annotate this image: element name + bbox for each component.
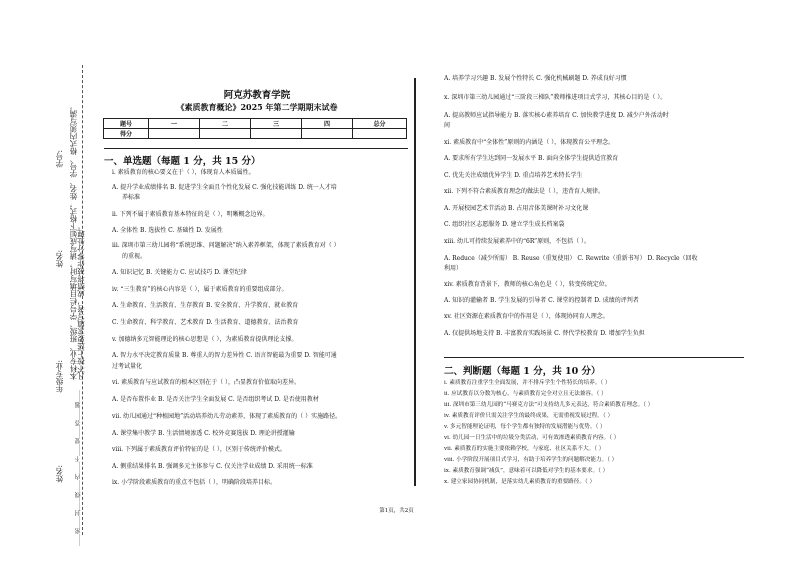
score-table-score-row xyxy=(104,129,407,139)
student-id-label: 学号: xyxy=(55,150,64,168)
question-line: C. 组织社区志愿服务 D. 建立学生成长档案袋 xyxy=(444,221,565,228)
score-cell: 四 xyxy=(302,119,353,129)
section2-heading: 二、判断题（每题 1 分，共 10 分） xyxy=(444,366,601,377)
question-line: A. 知识记忆 B. 关键能力 C. 应试技巧 D. 课堂纪律 xyxy=(112,269,247,276)
question-line: 过考试量化 xyxy=(112,363,143,370)
question-line: vi. 素质教育与应试教育的根本区别在于（ ），凸显教育价值取向差异。 xyxy=(112,379,301,386)
section1-heading: 一、单选题（每题 1 分，共 15 分） xyxy=(104,156,261,167)
question-line: i. 素质教育的核心要义在于（ ），体现育人本质属性。 xyxy=(112,169,255,176)
name-label: 姓名: xyxy=(55,250,64,268)
question-line: A. Reduce（减少所需） B. Reuse（重复使用） C. Rewrite（重新书写） D. Recycle（回收 xyxy=(444,255,698,262)
judgment-line: ii. 应试教育以分数为核心，与素质教育完全对立且无法兼容。（ ） xyxy=(444,391,607,397)
judgment-line: iv. 素质教育评价只需关注学生的最终成果，无需重视发展过程。（ ） xyxy=(444,413,614,419)
score-cell: 一 xyxy=(149,119,200,129)
score-table xyxy=(103,118,407,139)
score-table-header-row xyxy=(104,119,407,129)
question-line: iii. 深圳市第三幼儿园将“系统思维、问题解决”纳入素养框架，体现了素质教育对（ ） xyxy=(112,242,340,249)
exam-title: 《素质教育概论》2025 年第二学期期末试卷 xyxy=(176,102,338,112)
column-divider xyxy=(414,78,416,486)
question-line: ix. 小学阶段素质教育的重点不包括（ ），明确阶段培养目标。 xyxy=(112,479,277,486)
question-line: A. 培养学习兴趣 B. 发展个性特长 C. 强化机械刷题 D. 养成良好习惯 xyxy=(444,75,627,82)
question-line: A. 侧重结果排名 B. 强调多元主体参与 C. 仅关注学业成绩 D. 采用统一标准 xyxy=(112,463,313,470)
question-line: A. 是否布置作业 B. 是否关注学生全面发展 C. 是否组织考试 D. 是否使用教材 xyxy=(112,396,319,403)
judgment-line: vii. 素质教育的实施主要依赖学校，与家庭、社区关系不大。（ ） xyxy=(444,446,605,452)
question-line: A. 要求所有学生达到同一发展水平 B. 面向全体学生提供适宜教育 xyxy=(444,155,619,162)
question-line: A. 提升学业成绩排名 B. 促进学生全面且个性化发展 C. 强化技能训练 D. 统一人才培 xyxy=(112,184,337,191)
score-cell: 三 xyxy=(251,119,302,129)
question-line: ii. 下列不属于素质教育基本特征的是（ ），明晰概念边界。 xyxy=(112,211,269,218)
question-line: A. 课堂集中教学 B. 生活情境渗透 C. 校外竞赛选拔 D. 理论讲授灌输 xyxy=(112,430,295,437)
question-line: v. 加德纳多元智能理论的核心思想是（ ），为素质教育提供理论支撑。 xyxy=(112,336,298,343)
score-cell xyxy=(251,129,302,139)
question-line: x. 深圳市第三幼儿园通过“三阶段三梯队”教师推进项目式学习，其核心目的是（ ）。 xyxy=(444,94,667,101)
score-cell: 得分 xyxy=(104,129,149,139)
judgment-line: vi. 幼儿园一日生活中的垃圾分类活动，可有效渗透素质教育内容。（ ） xyxy=(444,435,620,441)
question-line: A. 仅提供场地支持 B. 丰富教育实践场景 C. 替代学校教育 D. 增加学生负担 xyxy=(444,330,645,337)
page-number: 第1页，共2页 xyxy=(379,508,414,514)
name-bottom-label: 姓名: xyxy=(55,465,64,483)
judgment-line: viii. 小学阶段开展项目式学习，有助于培养学生的问题解决能力。（ ） xyxy=(444,457,618,463)
question-line: 养标准 xyxy=(122,194,141,201)
judgment-line: v. 多元智能理论证明，每个学生都有独特的发展潜能与优势。（ ） xyxy=(444,424,606,430)
question-line: A. 全体性 B. 选拔性 C. 基础性 D. 发展性 xyxy=(112,227,223,234)
question-line: 间 xyxy=(444,122,451,129)
section1-rule xyxy=(104,148,408,149)
score-cell: 题号 xyxy=(104,119,149,129)
score-cell: 总分 xyxy=(353,119,407,129)
question-line: A. 智力水平决定教育质量 B. 尊重人的智力差异性 C. 语言智能最为重要 D. 智能可通 xyxy=(112,352,337,359)
question-line: A. 知识的灌输者 B. 学生发展的引导者 C. 课堂的控制者 D. 成绩的评判者 xyxy=(444,297,639,304)
margin-instructions: 本科专业、班级、学号栏目填写时，请写成如下格式，姓名、学号、格式内须写满，凡不按上述要求填写者，成绩将被作零分处理。 xyxy=(69,102,86,380)
judgment-line: ix. 素质教育强调“减负”，意味着可以降低对学生的基本要求。（ ） xyxy=(444,468,609,474)
question-line: A. 生命教育、生活教育、生存教育 B. 安全教育、升学教育、就业教育 xyxy=(112,302,299,309)
question-line: 利用） xyxy=(444,265,463,272)
score-cell xyxy=(353,129,407,139)
question-line: vii. 幼儿园通过“种植园地”活动培养幼儿劳动素养，体现了素质教育的（ ）实施路径。 xyxy=(112,413,342,420)
seal-line-text: ……密……封……线……内……不……要……答……题…… xyxy=(75,390,82,546)
question-line: A. 开展校园艺术节活动 B. 占用音体美课时补习文化课 xyxy=(444,205,589,212)
score-cell: 二 xyxy=(200,119,251,129)
question-line: xiii. 幼儿可持续发展素养中的“6R”原则，不包括（ ）。 xyxy=(444,238,591,245)
question-line: 的重视。 xyxy=(122,253,147,260)
question-line: xii. 下列不符合素质教育理念的做法是（ ），违背育人规律。 xyxy=(444,188,604,195)
question-line: xv. 社区资源在素质教育中的作用是（ ），体现协同育人理念。 xyxy=(444,313,609,320)
score-cell xyxy=(200,129,251,139)
question-line: C. 优先关注成绩优异学生 D. 重点培养艺术特长学生 xyxy=(444,172,583,179)
question-line: xiv. 素质教育背景下，教师的核心角色是（ ），转变传统定位。 xyxy=(444,281,611,288)
question-line: iv. “三生教育”的核心内容是（ ），属于素质教育的重要组成部分。 xyxy=(112,286,288,293)
score-cell xyxy=(149,129,200,139)
score-cell xyxy=(302,129,353,139)
question-line: xi. 素质教育中“全体性”原则的内涵是（ ），体现教育公平理念。 xyxy=(444,139,615,146)
question-line: viii. 下列属于素质教育评价特征的是（ ），区别于传统评价模式。 xyxy=(112,446,286,453)
school-name: 阿克苏教育学院 xyxy=(223,90,291,101)
judgment-line: iii. 深圳市第三幼儿园的“马赛克方法”可支持幼儿多元表达，符合素质教育理念。（ ） xyxy=(444,402,654,408)
judgment-line: x. 建立家园协同机制，是落实幼儿素质教育的重要路径。（ ） xyxy=(444,479,596,485)
judgment-line: i. 素质教育注重学生全面发展，并不排斥学生个性特长的培养。（ ） xyxy=(444,380,611,386)
grade-major-label: 年级专业: xyxy=(55,360,64,393)
section2-rule xyxy=(444,357,744,358)
question-line: A. 提高教师应试指导能力 B. 落实核心素养培育 C. 加快教学进度 D. 减少户外活动时 xyxy=(444,112,669,119)
question-line: C. 生命教育、科学教育、艺术教育 D. 生活教育、道德教育、法治教育 xyxy=(112,319,299,326)
